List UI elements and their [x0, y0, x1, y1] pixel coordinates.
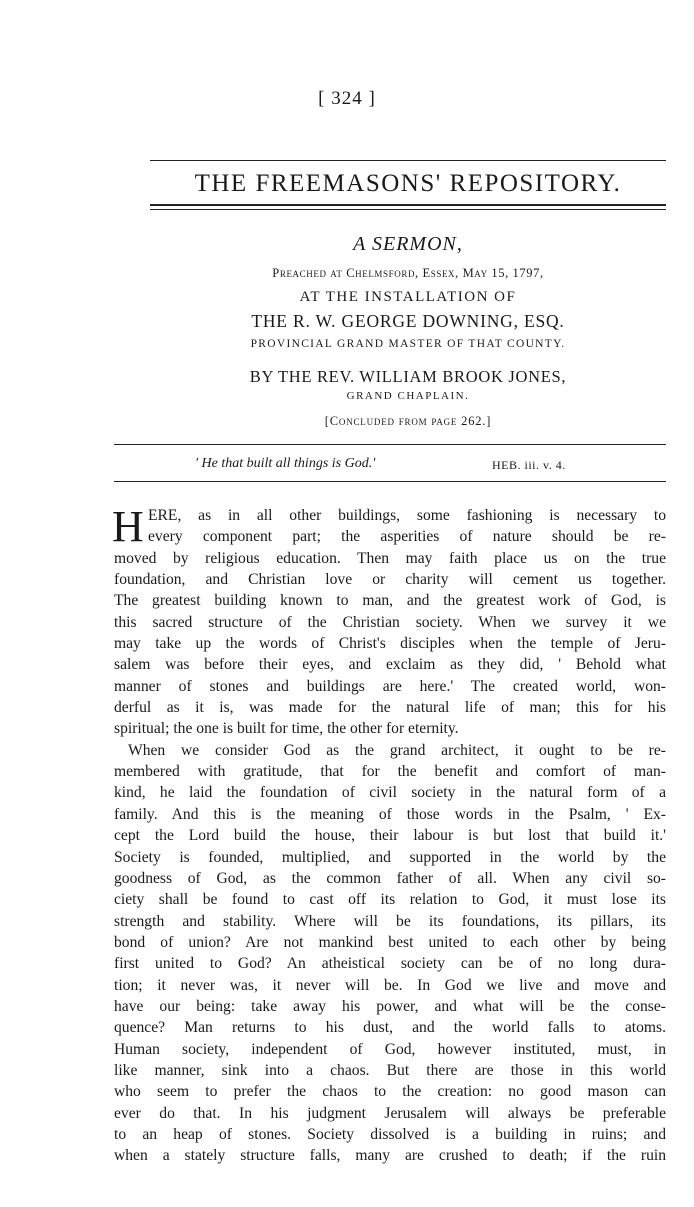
body-line: When we consider God as the grand architect, it ought to be re- [128, 741, 666, 759]
body-line: may take up the words of Christ's disciples when the temple of Jeru- [114, 635, 666, 653]
honoree-line: THE R. W. GEORGE DOWNING, ESQ. [251, 311, 565, 331]
body-line: moved by religious education. Then may faith place us on the true [114, 549, 666, 567]
body-line: when a stately structure falls, many are crushed to death; if the ruin [114, 1147, 666, 1165]
header-rule-thick [150, 204, 666, 206]
body-line: kind, he laid the foundation of civil society in the natural form of a [114, 784, 666, 802]
body-line: Human society, independent of God, however instituted, must, in [114, 1040, 666, 1058]
author-line: BY THE REV. WILLIAM BROOK JONES, [249, 367, 567, 386]
body-line: quence? Man returns to his dust, and the world falls to atoms. [114, 1019, 666, 1037]
epigraph-quote: ' He that built all things is God.' [195, 456, 376, 471]
body-line: like manner, sink into a chaos. But there are those in this world [114, 1061, 666, 1079]
body-line: tion; it never was, it never will be. In God we live and move and [114, 976, 666, 994]
body-line: every component part; the asperities of nature should be re- [148, 528, 666, 546]
body-line: who seem to prefer the chaos to the creation: no good mason can [114, 1083, 666, 1101]
body-line: goodness of God, as the common father of all. When any civil so- [114, 869, 666, 887]
body-line: first united to God? An atheistical society can be of no long dura- [114, 955, 666, 973]
header-rule-top [150, 160, 666, 161]
body-line: cept the Lord build the house, their labour is but lost that build it.' [114, 827, 666, 845]
body-line: The greatest building known to man, and the greatest work of God, is [114, 592, 666, 610]
body-line: ciety shall be found to cast off its relation to God, it must lose its [114, 891, 666, 909]
epigraph-reference: HEB. iii. v. 4. [492, 458, 566, 472]
body-line: this sacred structure of the Christian society. When we survey it we [114, 613, 666, 631]
epigraph-rule-bottom [114, 481, 666, 482]
body-line: have our being: take away his power, and what will be the conse- [114, 997, 666, 1015]
epigraph-rule-top [114, 444, 666, 445]
body-line: ERE, as in all other buildings, some fashioning is necessary to [148, 507, 666, 524]
body-line: salem was before their eyes, and exclaim as they did, ' Behold what [114, 656, 666, 674]
body-line: to an heap of stones. Society dissolved is a building in ruins; and [114, 1125, 666, 1143]
body-line: membered with gratitude, that for the benefit and comfort of man- [114, 763, 666, 781]
author-office-line: GRAND CHAPLAIN. [346, 390, 470, 402]
header-rule-bottom [150, 209, 666, 210]
body-line: manner of stones and buildings are here.' The created world, won- [114, 677, 666, 695]
body-line: spiritual; the one is built for time, the other for eternity. [114, 720, 459, 738]
body-line: strength and stability. Where will be its foundations, its pillars, its [114, 912, 666, 930]
body-line: Society is founded, multiplied, and supported in the world by the [114, 848, 666, 866]
sermon-heading: A SERMON, [353, 233, 463, 255]
preached-line: Preached at Chelmsford, Essex, May 15, 1797, [272, 266, 544, 280]
drop-cap: H [112, 502, 144, 551]
page-number: [ 324 ] [318, 88, 376, 109]
honoree-office-line: PROVINCIAL GRAND MASTER OF THAT COUNTY. [250, 338, 566, 350]
body-line: family. And this is the meaning of those words in the Psalm, ' Ex- [114, 805, 666, 823]
continuation-note: [Concluded from page 262.] [324, 414, 492, 428]
body-line: bond of union? Are not mankind best united to each other by being [114, 933, 666, 951]
body-line: foundation, and Christian love or charity will cement us together. [114, 571, 666, 589]
body-line: derful as it is, was made for the natural life of man; this for his [114, 699, 666, 717]
installation-line: AT THE INSTALLATION OF [299, 289, 517, 305]
journal-title: THE FREEMASONS' REPOSITORY. [194, 170, 622, 197]
sermon-body [112, 502, 666, 1167]
body-line: ever do that. In his judgment Jerusalem will always be preferable [114, 1104, 666, 1122]
